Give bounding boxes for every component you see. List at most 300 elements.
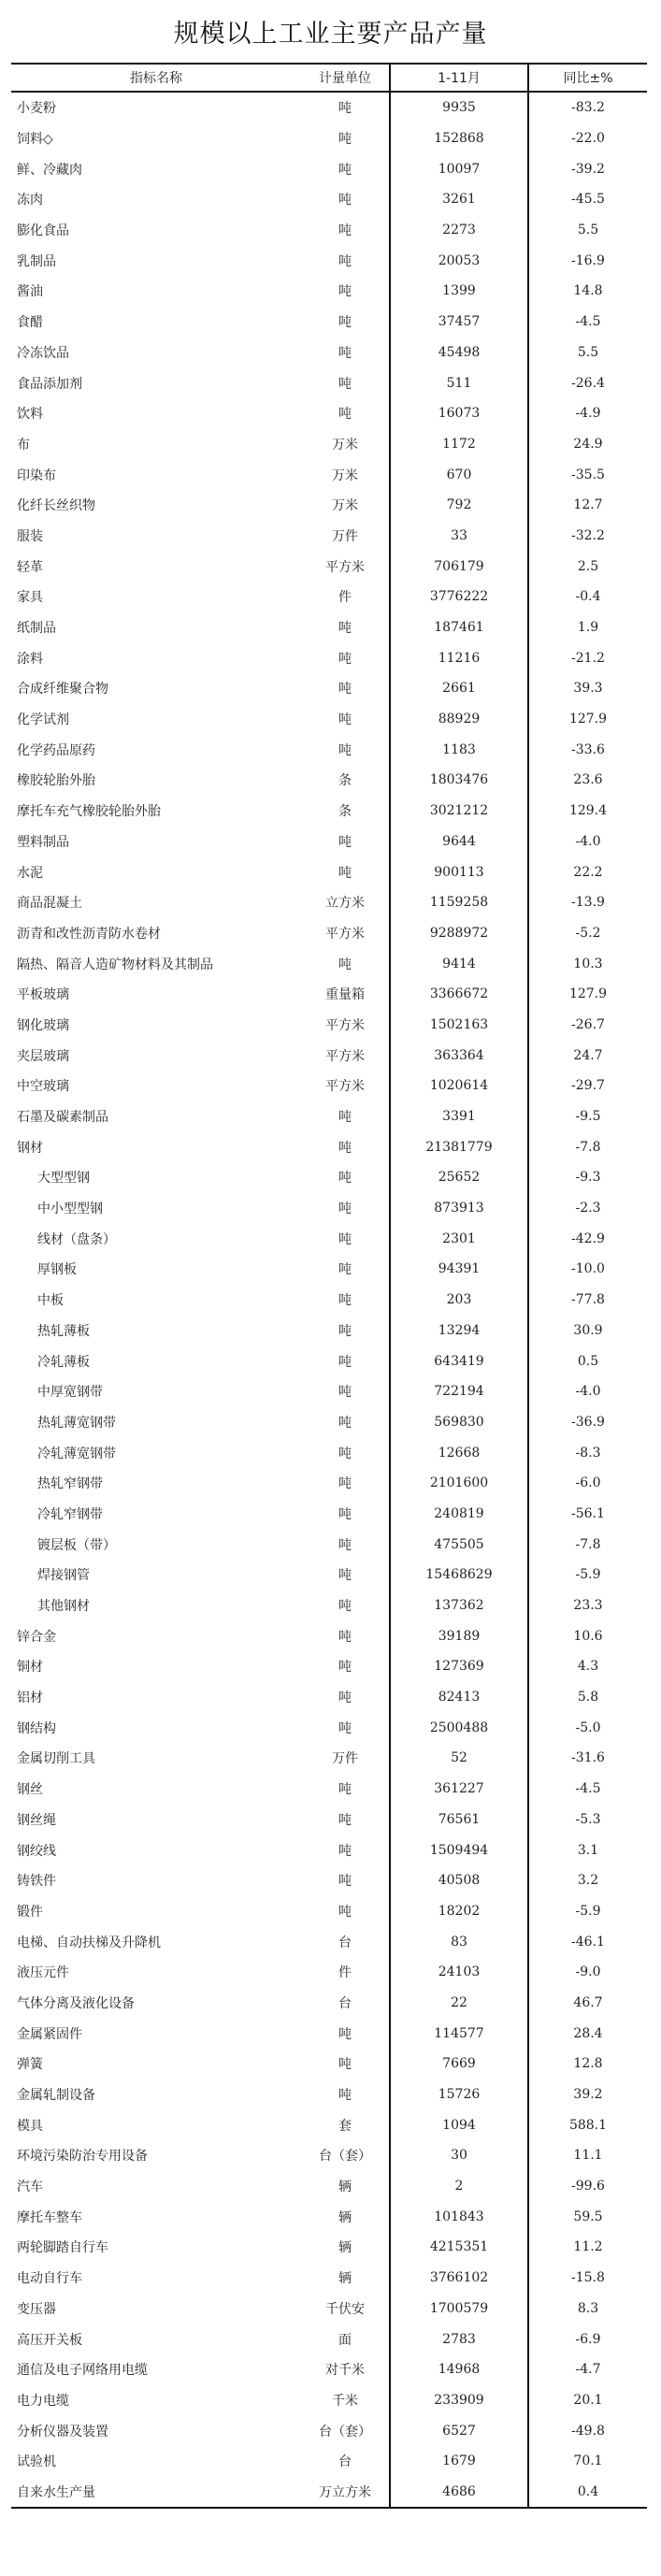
unit-cell: 吨	[338, 1354, 352, 1370]
value-cell: 1679	[390, 2446, 528, 2477]
yoy-change-cell: -10.0	[571, 1261, 605, 1277]
value-cell: 4215351	[390, 2232, 528, 2263]
value-cell: 13294	[390, 1316, 528, 1346]
value-cell: 21381779	[390, 1131, 528, 1162]
product-name-cell: 酱油	[17, 284, 43, 300]
value-cell: 363364	[390, 1040, 528, 1071]
yoy-change-cell: -7.8	[575, 1536, 601, 1552]
table-row	[11, 2171, 647, 2202]
table-row	[11, 1743, 647, 1774]
value-cell: 83	[390, 1926, 528, 1957]
yoy-change-cell: -5.9	[575, 1903, 601, 1919]
product-name-cell: 镀层板（带）	[37, 1537, 116, 1553]
table-row	[11, 827, 647, 857]
value-cell: 643419	[390, 1346, 528, 1376]
unit-cell: 吨	[338, 315, 352, 331]
yoy-change-cell: -26.7	[571, 1016, 605, 1032]
yoy-change-cell: -4.5	[575, 314, 601, 330]
product-name-cell: 商品混凝土	[17, 896, 82, 912]
value-cell: 569830	[390, 1407, 528, 1438]
product-name-cell: 摩托车充气橡胶轮胎外胎	[17, 804, 161, 820]
yoy-change-cell: -39.2	[571, 161, 605, 177]
value-cell: 2101600	[390, 1468, 528, 1499]
table-row	[11, 1010, 647, 1041]
table-row	[11, 184, 647, 215]
value-cell: 33	[390, 521, 528, 552]
yoy-change-cell: -29.7	[571, 1078, 605, 1094]
unit-cell: 吨	[338, 1720, 352, 1736]
value-cell: 1183	[390, 734, 528, 765]
product-name-cell: 冷轧薄宽钢带	[37, 1446, 116, 1461]
product-name-cell: 电力电缆	[17, 2393, 69, 2409]
yoy-change-cell: 127.9	[568, 712, 608, 727]
product-name-cell: 印染布	[17, 468, 56, 483]
table-row	[11, 2354, 647, 2385]
unit-cell: 重量箱	[325, 987, 365, 1003]
unit-cell: 万立方米	[301, 2477, 390, 2509]
table-row	[11, 1376, 647, 1407]
unit-cell: 吨	[338, 682, 352, 698]
value-cell: 1700579	[390, 2294, 528, 2324]
yoy-change-cell: 11.1	[573, 2148, 603, 2164]
value-cell: 7669	[390, 2049, 528, 2080]
yoy-change-cell: -77.8	[571, 1292, 605, 1308]
unit-cell: 吨	[338, 1812, 352, 1828]
product-name-cell: 隔热、隔音人造矿物材料及其制品	[17, 957, 213, 972]
value-cell: 127369	[390, 1651, 528, 1682]
table-body	[11, 92, 647, 2508]
value-cell: 9935	[390, 92, 528, 123]
unit-cell: 吨	[338, 957, 352, 972]
value-cell: 22	[390, 1988, 528, 2019]
yoy-change-cell: -16.9	[571, 252, 605, 268]
table-row	[11, 918, 647, 949]
unit-cell: 吨	[338, 1446, 352, 1461]
unit-cell: 吨	[338, 651, 352, 667]
value-cell: 40508	[390, 1865, 528, 1896]
yoy-change-cell: -4.7	[575, 2362, 601, 2378]
table-row	[11, 245, 647, 276]
unit-cell: 万米	[332, 498, 358, 514]
unit-cell: 吨	[338, 193, 352, 209]
value-cell: 94391	[390, 1254, 528, 1285]
header-unit: 计量单位	[301, 64, 390, 92]
table-row	[11, 521, 647, 552]
table-row	[11, 2018, 647, 2049]
unit-cell: 吨	[338, 1904, 352, 1920]
table-row	[11, 979, 647, 1010]
product-name-cell: 石墨及碳素制品	[17, 1110, 108, 1126]
product-name-cell: 铝材	[17, 1691, 43, 1706]
yoy-change-cell: -6.9	[575, 2331, 601, 2347]
value-cell: 76561	[390, 1805, 528, 1835]
value-cell: 3391	[390, 1101, 528, 1132]
unit-cell: 台（套）	[319, 2149, 371, 2165]
product-name-cell: 大型型钢	[37, 1171, 90, 1187]
product-name-cell: 钢化玻璃	[17, 1017, 69, 1033]
value-cell: 3261	[390, 184, 528, 215]
table-row	[11, 765, 647, 796]
table-row	[11, 887, 647, 918]
table-row	[11, 734, 647, 765]
product-name-cell: 金属紧固件	[17, 2026, 82, 2042]
yoy-change-cell: 8.3	[577, 2300, 599, 2316]
table-row	[11, 398, 647, 429]
yoy-change-cell: 24.7	[573, 1047, 603, 1063]
yoy-change-cell: 129.4	[568, 803, 608, 819]
yoy-change-cell: 2.5	[577, 558, 599, 574]
table-row	[11, 948, 647, 979]
table-row	[11, 612, 647, 643]
unit-cell: 千米	[332, 2393, 358, 2409]
unit-cell: 吨	[338, 1202, 352, 1217]
header-value: 1-11月	[390, 64, 528, 92]
product-name-cell: 厚钢板	[37, 1262, 77, 1278]
value-cell: 187461	[390, 612, 528, 643]
table-row	[11, 1590, 647, 1621]
table-row	[11, 1620, 647, 1651]
value-cell: 16073	[390, 398, 528, 429]
yoy-change-cell: 39.3	[573, 681, 603, 697]
product-name-cell: 摩托车整车	[17, 2209, 82, 2225]
product-name-cell: 其他钢材	[37, 1599, 90, 1615]
yoy-change-cell: 3.1	[577, 1842, 599, 1858]
unit-cell: 吨	[338, 1599, 352, 1615]
product-name-cell: 分析仪器及装置	[17, 2424, 108, 2439]
table-row	[11, 2477, 647, 2509]
yoy-change-cell: -6.0	[575, 1475, 601, 1491]
yoy-change-cell: 22.2	[573, 864, 603, 880]
value-cell: 706179	[390, 551, 528, 582]
value-cell: 1159258	[390, 887, 528, 918]
value-cell: 114577	[390, 2018, 528, 2049]
unit-cell: 吨	[338, 376, 352, 392]
table-row	[11, 459, 647, 490]
product-name-cell: 热轧薄板	[37, 1323, 90, 1339]
unit-cell: 条	[338, 773, 352, 789]
product-name-cell: 环境污染防治专用设备	[17, 2149, 148, 2165]
value-cell: 9288972	[390, 918, 528, 949]
product-name-cell: 气体分离及液化设备	[17, 1995, 135, 2011]
unit-cell: 吨	[338, 407, 352, 423]
value-cell: 2301	[390, 1223, 528, 1254]
value-cell: 670	[390, 459, 528, 490]
table-row	[11, 215, 647, 246]
product-name-cell: 钢绞线	[17, 1843, 56, 1859]
table-row	[11, 551, 647, 582]
table-row	[11, 1101, 647, 1132]
value-cell: 9644	[390, 827, 528, 857]
value-cell: 39189	[390, 1620, 528, 1651]
table-row	[11, 2232, 647, 2263]
product-name-cell: 橡胶轮胎外胎	[17, 773, 95, 789]
value-cell: 3366672	[390, 979, 528, 1010]
value-cell: 9414	[390, 948, 528, 979]
product-name-cell: 钢材	[17, 1140, 43, 1156]
product-name-cell: 变压器	[17, 2301, 56, 2317]
value-cell: 11216	[390, 642, 528, 673]
table-row	[11, 429, 647, 460]
yoy-change-cell: 1.9	[577, 620, 599, 636]
unit-cell: 平方米	[325, 1048, 365, 1064]
yoy-change-cell: 10.6	[573, 1628, 603, 1644]
yoy-change-cell: 23.3	[573, 1598, 603, 1614]
yoy-change-cell: 28.4	[573, 2025, 603, 2041]
unit-cell: 平方米	[325, 926, 365, 942]
product-name-cell: 钢丝	[17, 1782, 43, 1798]
yoy-change-cell: -5.3	[575, 1811, 601, 1827]
product-name-cell: 铸铁件	[17, 1874, 56, 1890]
unit-cell: 辆	[338, 2271, 352, 2287]
table-row	[11, 1254, 647, 1285]
yoy-change-cell: -56.1	[571, 1505, 605, 1521]
table-row	[11, 1223, 647, 1254]
value-cell: 475505	[390, 1529, 528, 1560]
table-row	[11, 1468, 647, 1499]
value-cell: 12668	[390, 1437, 528, 1468]
yoy-change-cell: 0.5	[577, 1353, 599, 1369]
value-cell: 2	[390, 2171, 528, 2202]
unit-cell: 吨	[338, 1537, 352, 1553]
product-name-cell: 冷轧薄板	[37, 1354, 90, 1370]
product-name-cell: 水泥	[17, 865, 43, 881]
yoy-change-cell: 70.1	[573, 2454, 603, 2469]
unit-cell: 吨	[338, 1874, 352, 1890]
product-name-cell: 中小型型钢	[37, 1202, 103, 1217]
yoy-change-cell: -33.6	[571, 741, 605, 757]
unit-cell: 吨	[338, 2088, 352, 2104]
unit-cell: 吨	[338, 1415, 352, 1431]
unit-cell: 台	[338, 2454, 352, 2470]
value-cell: 4686	[390, 2477, 528, 2509]
value-cell: 1094	[390, 2109, 528, 2140]
product-name-cell: 冷冻饮品	[17, 345, 69, 361]
yoy-change-cell: 0.4	[528, 2477, 647, 2509]
table-row	[11, 1407, 647, 1438]
unit-cell: 吨	[338, 1782, 352, 1798]
table-row	[11, 856, 647, 887]
yoy-change-cell: -9.0	[575, 1964, 601, 1980]
unit-cell: 吨	[338, 1171, 352, 1187]
value-cell: 1502163	[390, 1010, 528, 1041]
product-name-cell: 冷轧窄钢带	[37, 1506, 103, 1522]
product-name-cell: 合成纤维聚合物	[17, 682, 108, 698]
yoy-change-cell: -5.2	[575, 925, 601, 941]
table-row	[11, 1805, 647, 1835]
table-row	[11, 1865, 647, 1896]
table-row	[11, 1346, 647, 1376]
unit-cell: 吨	[338, 1140, 352, 1156]
value-cell: 20053	[390, 245, 528, 276]
product-name-cell: 钢丝绳	[17, 1812, 56, 1828]
product-name-cell: 电梯、自动扶梯及升降机	[17, 1935, 161, 1950]
table-row	[11, 2080, 647, 2110]
unit-cell: 平方米	[325, 559, 365, 575]
unit-cell: 吨	[338, 1568, 352, 1584]
value-cell: 152868	[390, 123, 528, 154]
yoy-change-cell: -4.9	[575, 406, 601, 422]
unit-cell: 吨	[338, 1110, 352, 1126]
unit-cell: 件	[338, 1965, 352, 1981]
table-row	[11, 2140, 647, 2171]
table-row	[11, 1499, 647, 1530]
unit-cell: 吨	[338, 1691, 352, 1706]
unit-cell: 吨	[338, 1231, 352, 1247]
table-row	[11, 2201, 647, 2232]
product-name-cell: 通信及电子网络用电缆	[17, 2363, 148, 2379]
product-name-cell: 自来水生产量	[11, 2477, 301, 2509]
yoy-change-cell: -46.1	[571, 1934, 605, 1950]
unit-cell: 件	[338, 590, 352, 606]
yoy-change-cell: -9.3	[575, 1170, 601, 1186]
unit-cell: 平方米	[325, 1079, 365, 1095]
value-cell: 3766102	[390, 2263, 528, 2294]
product-name-cell: 线材（盘条）	[37, 1231, 116, 1247]
table-row	[11, 1682, 647, 1713]
yoy-change-cell: 5.5	[577, 223, 599, 238]
value-cell: 1020614	[390, 1071, 528, 1101]
table-row	[11, 2415, 647, 2446]
value-cell: 24103	[390, 1957, 528, 1988]
table-row	[11, 1316, 647, 1346]
yoy-change-cell: -9.5	[575, 1109, 601, 1125]
table-row	[11, 153, 647, 184]
value-cell: 15468629	[390, 1560, 528, 1590]
yoy-change-cell: -36.9	[571, 1414, 605, 1430]
product-name-cell: 焊接钢管	[37, 1568, 90, 1584]
yoy-change-cell: 39.2	[573, 2087, 603, 2103]
header-name: 指标名称	[11, 64, 301, 92]
unit-cell: 吨	[338, 1385, 352, 1401]
value-cell: 2500488	[390, 1712, 528, 1743]
unit-cell: 吨	[338, 223, 352, 239]
table-row	[11, 1040, 647, 1071]
unit-cell: 辆	[338, 2209, 352, 2225]
yoy-change-cell: 24.9	[573, 436, 603, 452]
table-row	[11, 2324, 647, 2354]
product-name-cell: 饲料◇	[17, 132, 53, 148]
yoy-change-cell: 588.1	[568, 2117, 608, 2133]
value-cell: 1803476	[390, 765, 528, 796]
yoy-change-cell: 10.3	[573, 956, 603, 971]
value-cell: 2273	[390, 215, 528, 246]
table-row	[11, 1193, 647, 1224]
value-cell: 240819	[390, 1499, 528, 1530]
table-row	[11, 673, 647, 704]
product-name-cell: 饮料	[17, 407, 43, 423]
product-name-cell: 轻革	[17, 559, 43, 575]
product-name-cell: 化纤长丝织物	[17, 498, 95, 514]
value-cell: 14968	[390, 2354, 528, 2385]
unit-cell: 吨	[338, 1843, 352, 1859]
yoy-change-cell: 30.9	[573, 1322, 603, 1338]
value-cell: 873913	[390, 1193, 528, 1224]
unit-cell: 万米	[332, 468, 358, 483]
yoy-change-cell: -5.0	[575, 1720, 601, 1735]
product-name-cell: 弹簧	[17, 2057, 43, 2073]
value-cell: 1399	[390, 276, 528, 307]
value-cell: 45498	[390, 338, 528, 368]
yoy-change-cell: -22.0	[571, 131, 605, 147]
value-cell: 722194	[390, 1376, 528, 1407]
value-cell: 3776222	[390, 582, 528, 612]
value-cell: 37457	[390, 307, 528, 338]
unit-cell: 吨	[338, 345, 352, 361]
product-name-cell: 锌合金	[17, 1629, 56, 1645]
production-table	[11, 63, 647, 2509]
table-row	[11, 1560, 647, 1590]
value-cell: 30	[390, 2140, 528, 2171]
unit-cell: 吨	[338, 742, 352, 758]
yoy-change-cell: 127.9	[568, 986, 608, 1002]
yoy-change-cell: -4.5	[575, 1781, 601, 1797]
product-name-cell: 沥青和改性沥青防水卷材	[17, 926, 161, 942]
product-name-cell: 乳制品	[17, 253, 56, 269]
unit-cell: 吨	[338, 712, 352, 728]
yoy-change-cell: -8.3	[575, 1445, 601, 1461]
table-row	[11, 338, 647, 368]
product-name-cell: 汽车	[17, 2180, 43, 2195]
table-row	[11, 1926, 647, 1957]
table-row	[11, 123, 647, 154]
yoy-change-cell: -15.8	[571, 2270, 605, 2286]
yoy-change-cell: -35.5	[571, 467, 605, 482]
value-cell: 1172	[390, 429, 528, 460]
product-name-cell: 热轧薄宽钢带	[37, 1415, 116, 1431]
table-row	[11, 1988, 647, 2019]
product-name-cell: 食品添加剂	[17, 376, 82, 392]
table-row	[11, 2109, 647, 2140]
value-cell: 82413	[390, 1682, 528, 1713]
table-row	[11, 1162, 647, 1193]
value-cell: 10097	[390, 153, 528, 184]
value-cell: 511	[390, 367, 528, 398]
product-name-cell: 平板玻璃	[17, 987, 69, 1003]
unit-cell: 吨	[338, 101, 352, 117]
page-title: 规模以上工业主要产品产量	[173, 20, 488, 49]
value-cell: 361227	[390, 1774, 528, 1805]
unit-cell: 辆	[338, 2240, 352, 2256]
header-yoy: 同比±%	[528, 64, 647, 92]
value-cell: 101843	[390, 2201, 528, 2232]
yoy-change-cell: 5.5	[577, 344, 599, 360]
table-row	[11, 367, 647, 398]
value-cell: 137362	[390, 1590, 528, 1621]
value-cell: 2661	[390, 673, 528, 704]
product-name-cell: 夹层玻璃	[17, 1048, 69, 1064]
yoy-change-cell: -32.2	[571, 527, 605, 543]
unit-cell: 万件	[332, 528, 358, 544]
table-row	[11, 1957, 647, 1988]
value-cell: 25652	[390, 1162, 528, 1193]
unit-cell: 吨	[338, 621, 352, 637]
yoy-change-cell: -7.8	[575, 1139, 601, 1155]
product-name-cell: 食醋	[17, 315, 43, 331]
product-name-cell: 小麦粉	[17, 101, 56, 117]
table-row	[11, 704, 647, 735]
unit-cell: 吨	[338, 1660, 352, 1676]
yoy-change-cell: 3.2	[577, 1873, 599, 1889]
product-name-cell: 热轧窄钢带	[37, 1476, 103, 1492]
value-cell: 1509494	[390, 1835, 528, 1865]
yoy-change-cell: 11.2	[573, 2239, 603, 2255]
unit-cell: 套	[338, 2118, 352, 2134]
product-name-cell: 中空玻璃	[17, 1079, 69, 1095]
product-name-cell: 高压开关板	[17, 2332, 82, 2348]
unit-cell: 立方米	[325, 896, 365, 912]
table-row	[11, 276, 647, 307]
table-row	[11, 92, 647, 123]
